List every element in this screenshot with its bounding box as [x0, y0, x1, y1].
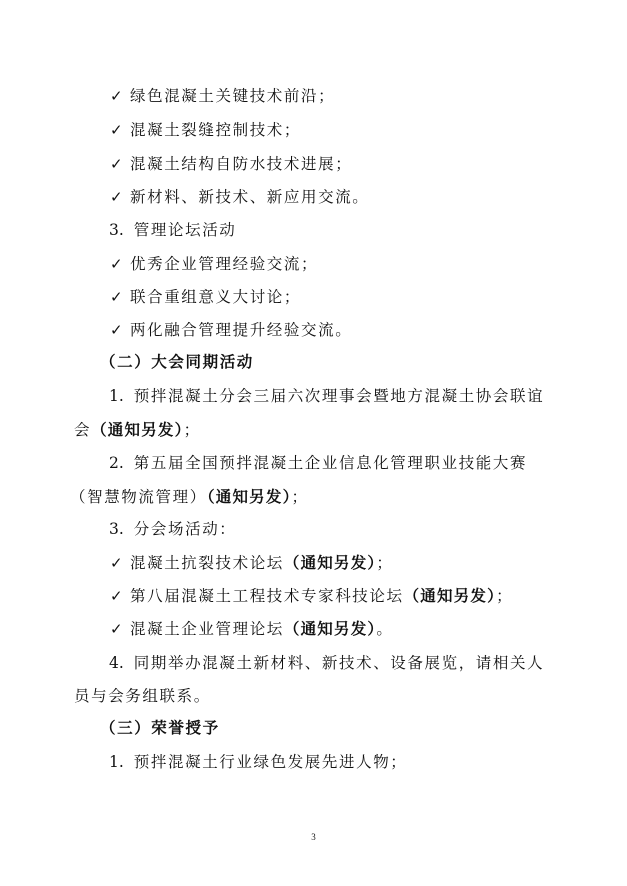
check-icon: ✓	[110, 155, 123, 173]
line-19	[74, 686, 211, 706]
section-heading-3: （三）荣誉授予	[100, 719, 220, 737]
notice-label: （通知另发）	[206, 488, 292, 506]
section-heading-2: （二）大会同期活动	[100, 353, 254, 371]
check-icon: ✓	[110, 87, 123, 105]
item-number: 3.	[109, 520, 124, 538]
line-5	[109, 220, 236, 240]
check-icon: ✓	[110, 288, 123, 306]
line-13	[70, 487, 309, 507]
line-text: 绿色混凝土关键技术前沿；	[130, 87, 336, 105]
line-7	[110, 287, 301, 307]
notice-label: （通知另发）	[283, 620, 377, 638]
line-8	[110, 320, 352, 340]
check-icon: ✓	[110, 255, 123, 273]
line-text: 联合重组意义大讨论；	[130, 288, 302, 306]
notice-label: （通知另发）	[91, 421, 184, 439]
item-number: 4.	[109, 654, 124, 672]
notice-label: （通知另发）	[283, 554, 377, 572]
line-21	[109, 752, 407, 772]
page-number: 3	[311, 832, 316, 842]
line-text: （智慧物流管理）	[70, 488, 207, 506]
line-text: 同期举办混凝土新材料、新技术、设备展览，请相关人	[133, 654, 545, 672]
line-punct: ；	[496, 587, 514, 605]
line-text: 混凝土抗裂技术论坛	[130, 554, 284, 572]
line-12	[109, 453, 527, 473]
check-icon: ✓	[110, 554, 123, 572]
line-punct: ；	[183, 421, 201, 439]
line-text: 混凝土裂缝控制技术；	[130, 121, 302, 139]
item-number: 1.	[109, 387, 124, 405]
line-18	[109, 653, 544, 673]
line-text: 分会场活动：	[133, 520, 237, 538]
check-icon: ✓	[110, 321, 123, 339]
check-icon: ✓	[110, 587, 123, 605]
line-text: 两化融合管理提升经验交流。	[130, 321, 353, 339]
line-16	[110, 586, 513, 606]
line-text: 优秀企业管理经验交流；	[130, 255, 319, 273]
line-text: 混凝土企业管理论坛	[130, 620, 284, 638]
line-10	[109, 386, 544, 406]
check-icon: ✓	[110, 188, 123, 206]
line-3	[110, 154, 352, 174]
line-4	[110, 187, 369, 207]
item-number: 3.	[109, 221, 124, 239]
check-icon: ✓	[110, 121, 123, 139]
line-11	[74, 420, 201, 440]
line-punct: ；	[291, 488, 309, 506]
line-punct: 。	[376, 620, 394, 638]
line-text: 第八届混凝土工程技术专家科技论坛	[130, 587, 404, 605]
notice-label: （通知另发）	[403, 587, 497, 605]
line-text: 第五届全国预拌混凝土企业信息化管理职业技能大赛	[133, 454, 528, 472]
line-17	[110, 619, 393, 639]
line-text: 预拌混凝土行业绿色发展先进人物；	[133, 753, 408, 771]
line-14	[109, 519, 236, 539]
line-1	[110, 86, 335, 106]
line-15	[110, 553, 393, 573]
line-text: 预拌混凝土分会三届六次理事会暨地方混凝土协会联谊	[133, 387, 545, 405]
line-6	[110, 254, 318, 274]
line-2	[110, 120, 301, 140]
check-icon: ✓	[110, 620, 123, 638]
item-number: 2.	[109, 454, 124, 472]
line-text: 会	[74, 421, 92, 439]
item-number: 1.	[109, 753, 124, 771]
line-punct: ；	[376, 554, 394, 572]
line-text: 管理论坛活动	[133, 221, 237, 239]
line-text: 员与会务组联系。	[74, 687, 211, 705]
line-text: 混凝土结构自防水技术进展；	[130, 155, 353, 173]
line-text: 新材料、新技术、新应用交流。	[130, 188, 370, 206]
